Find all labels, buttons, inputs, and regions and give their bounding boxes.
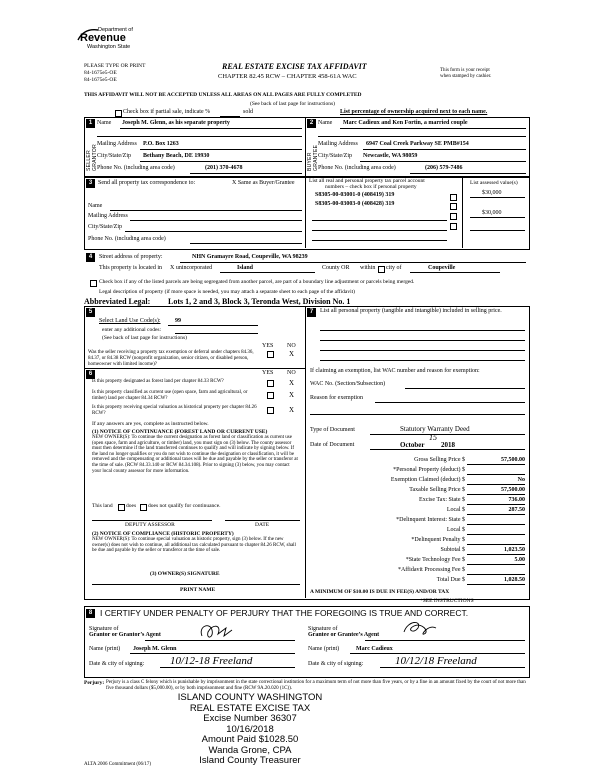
grantee-signature — [400, 618, 440, 640]
grantor-signature — [196, 620, 236, 642]
total-value-taxable: 57,500.00 — [501, 487, 525, 493]
buyer-city-label: City/State/Zip — [318, 153, 352, 159]
grantee-sig-label-2: Grantee or Grantee’s Agent — [308, 632, 380, 638]
exemption-question: Was the seller receiving a property tax exemption or deferral under chapters 84.36, 84.37, or 84.38 RCW (nonprofit organization, senior citizen, or disabled person, homeowner with limited income)? — [88, 350, 254, 367]
total-label-penalty: *Delinquent Penalty $ — [411, 537, 465, 543]
exemption-no-answer[interactable]: X — [289, 350, 295, 358]
dept-line1: Department of — [98, 27, 133, 33]
historic-question: Is this property receiving special valuation as historical property per chapter 84.26 RCW? — [92, 405, 257, 416]
document-type: Statutory Warranty Deed — [400, 425, 470, 433]
assessor-date-label: DATE — [255, 522, 270, 528]
historic-no-answer[interactable]: X — [289, 406, 295, 414]
sec3-city-label: City/State/Zip — [88, 224, 122, 230]
claim-exemption-label: If claiming an exemption, list WAC number and reason for exemption: — [310, 368, 480, 374]
parcel-header-1: List all real and personal property tax parcel account — [309, 178, 425, 184]
located-unincorporated: X unincorporated — [170, 265, 213, 271]
seller-mail: P.O. Box 1263 — [143, 141, 179, 147]
assessed-value-1: $30,000 — [482, 190, 502, 196]
seller-city-label: City/State/Zip — [97, 153, 131, 159]
personal-property-note: List all personal property (tangible and intangible) included in selling price. — [320, 308, 502, 314]
street-address: NHN Gramayre Road, Coupeville, WA 98239 — [192, 254, 308, 260]
dept-line3: Washington State — [87, 44, 131, 50]
seller-name: Joseph M. Glenn, as his separate property — [122, 120, 230, 126]
grantee-sig-label-1: Signature of — [308, 626, 338, 632]
stamp-line-3: Excise Number 36307 — [203, 713, 297, 724]
grantee-date-label: Date & city of signing: — [308, 661, 364, 667]
form-code-1: 84-1675e5-OE — [84, 70, 117, 76]
city-of-label: city of — [386, 265, 402, 271]
grantee-name-label: Name (print) — [308, 646, 340, 652]
list-percentage-note: List percentage of ownership acquired next to each name. — [340, 109, 488, 115]
document-date-month: October — [400, 441, 425, 449]
print-name-label: PRINT NAME — [180, 587, 216, 593]
section-1-number: 1 — [86, 119, 95, 128]
notice-continuance-body: NEW OWNER(S): To continue the current designation as forest land or classification as current use (open space, farm and agriculture, or timber) land, you must sign on (3) below. The county assessor must then determine if the land transferred continues to qualify and will indicate by signing below. If the land no longer qualifies or you do not wish to continue the designation or classification, it will be removed and the compensating or additional taxes will be due and payable by the seller or transferor at the time of sale. (RCW 84.33.140 or RCW 84.34.108). Prior to signing (3) below, you may contact your local county assessor for more information. — [92, 435, 298, 474]
buyer-mail: 6947 Coal Creek Parkway SE PMB#154 — [366, 141, 469, 147]
document-date-year: 2018 — [441, 441, 455, 449]
buyer-phone: (206) 579-7486 — [425, 165, 463, 171]
does-not-label: does not qualify for continuance. — [148, 503, 221, 509]
form-code-2: 84-1675e5-OE — [84, 77, 117, 83]
total-value-local-tax: 287.50 — [508, 507, 525, 513]
current-use-question: Is this property classified as current use (open space, farm and agricultural, or timber) land per chapter 84.34 RCW? — [92, 390, 248, 401]
land-use-label: Select Land Use Code(s): — [99, 318, 161, 324]
total-label-subtotal: Subtotal $ — [440, 547, 465, 553]
seller-phone: (201) 370-4678 — [205, 165, 243, 171]
sold-label: sold — [243, 109, 254, 115]
seller-name-label: Name — [97, 120, 112, 126]
total-label-local-tax: Local $ — [446, 507, 465, 513]
total-label-tech-fee: *State Technology Fee $ — [405, 557, 465, 563]
total-value-exemption: No — [517, 477, 525, 483]
certify-statement: I CERTIFY UNDER PENALTY OF PERJURY THAT THE FOREGOING IS TRUE AND CORRECT. — [100, 608, 469, 618]
total-label-personal: *Personal Property (deduct) $ — [393, 467, 465, 473]
grantee-date-city: 10/12/18 Freeland — [395, 655, 477, 667]
sec3-phone-label: Phone No. (including area code) — [88, 236, 166, 242]
does-not-qualify-checkbox[interactable] — [140, 504, 147, 511]
total-value-total-due: 1,028.50 — [504, 577, 525, 583]
grantor-name-label: Name (print) — [89, 646, 121, 652]
does-qualify-checkbox[interactable] — [118, 504, 125, 511]
buyer-mail-label: Mailing Address — [318, 141, 358, 147]
grantor-sig-label-1: Signature of — [89, 626, 119, 632]
county-or-label: County OR — [322, 265, 350, 271]
seller-side-label: SELLER GRANTOR — [86, 143, 98, 171]
street-address-label: Street address of property: — [99, 254, 163, 260]
please-type: PLEASE TYPE OR PRINT — [84, 63, 146, 69]
wac-number-label: WAC No. (Section/Subsection) — [310, 381, 386, 387]
parcel-number-2: S8305-00-03003-0 (408428) 319 — [315, 201, 395, 207]
total-value-gross: 57,500.00 — [501, 457, 525, 463]
not-accepted-warning: THIS AFFIDAVIT WILL NOT BE ACCEPTED UNLESS ALL AREAS ON ALL PAGES ARE FULLY COMPLETED — [84, 92, 362, 98]
minimum-due-note: A MINIMUM OF $10.00 IS DUE IN FEE(S) AND/OR TAX — [310, 589, 450, 595]
treasurer-stamp — [150, 693, 350, 767]
stamp-line-1: ISLAND COUNTY WASHINGTON — [177, 692, 323, 703]
total-value-subtotal: 1,023.50 — [504, 547, 525, 553]
stamp-line-4: 10/16/2018 — [226, 723, 274, 735]
total-label-gross: Gross Selling Price $ — [414, 457, 465, 463]
grantor-sig-label-2: Grantor or Grantor’s Agent — [89, 632, 161, 638]
buyer-city: Newcastle, WA 98059 — [363, 153, 418, 159]
within-label: within — [360, 265, 376, 271]
abbreviated-legal: Lots 1, 2 and 3, Block 3, Teronda West, Division No. 1 — [168, 297, 351, 306]
buyer-name: Marc Cadieux and Ken Fortin, a married couple — [343, 120, 468, 126]
see-back-instructions: (See back of last page for instructions) — [250, 101, 335, 107]
located-label: This property is located in — [99, 265, 162, 271]
owner-signature-label: (3) OWNER(S) SIGNATURE — [150, 571, 220, 577]
sec6-yes-header: YES — [262, 370, 274, 376]
section-3-number: 3 — [86, 179, 95, 188]
stamp-line-6: Wanda Grone, CPA — [208, 744, 292, 756]
parcel-4-personal-checkbox[interactable] — [450, 223, 457, 230]
dept-line2: Revenue — [80, 32, 126, 44]
section-2-number: 2 — [307, 119, 316, 128]
sec5-see-back: (See back of last page for instructions) — [102, 335, 187, 341]
segregated-checkbox[interactable] — [90, 280, 97, 287]
same-as-buyer: X Same as Buyer/Grantee — [232, 180, 295, 186]
stamp-line-7: Island County Treasurer — [199, 755, 301, 766]
perjury-text: Perjury is a class C felony which is punishable by imprisonment in the state correctional institution for a maximum term of not more than five years, or by a fine in an amount fixed by the court of not more than five thousand dollars ($5,000.00), or by both imprisonment and fine (RCW 9A.20.020 (1C)). — [106, 680, 526, 691]
parcel-1-personal-checkbox[interactable] — [450, 194, 457, 201]
seller-mail-label: Mailing Address — [97, 141, 137, 147]
form-title: REAL ESTATE EXCISE TAX AFFIDAVIT — [222, 62, 367, 71]
parcel-2-personal-checkbox[interactable] — [450, 203, 457, 210]
stamp-line-2: REAL ESTATE EXCISE TAX — [189, 702, 311, 714]
perjury-label: Perjury: — [84, 680, 105, 686]
this-land-label: This land — [92, 503, 113, 509]
total-label-exemption: Exemption Claimed (deduct) $ — [390, 477, 465, 483]
grantor-date-label: Date & city of signing: — [89, 661, 145, 667]
city-name: Coupeville — [428, 265, 456, 271]
assessed-header: List assessed value(s) — [470, 180, 518, 186]
send-correspondence-label: Send all property tax correspondence to: — [98, 180, 196, 186]
seller-phone-label: Phone No. (including area code) — [97, 165, 175, 171]
assessed-value-2: $30,000 — [482, 210, 502, 216]
total-label-total-due: Total Due $ — [436, 577, 465, 583]
sec5-no-header: NO — [287, 343, 296, 349]
sec3-name-label: Name — [88, 203, 103, 209]
parcel-3-personal-checkbox[interactable] — [450, 213, 457, 220]
partial-sale-checkbox[interactable] — [115, 110, 122, 117]
forest-land-question: Is this property designated as forest land per chapter 84.33 RCW? — [92, 379, 224, 384]
receipt-note-1: This form is your receipt — [440, 68, 490, 73]
total-value-state-tax: 736.00 — [508, 497, 525, 503]
form-chapter: CHAPTER 82.45 RCW – CHAPTER 458-61A WAC — [218, 73, 357, 80]
current-use-yes-checkbox[interactable] — [267, 392, 274, 399]
footer-code: ALTA 2006 Commitment (06/17) — [84, 762, 152, 767]
notice-compliance-body: NEW OWNER(S): To continue special valuation as historic property, sign (3) below. If the new owner(s) does not wish to continue, all additional tax calculated pursuant to chapter 84.26 RCW, shall be due and payable by the seller or transferor at the time of sale. — [92, 537, 296, 554]
if-yes-note: If any answers are yes, complete as instructed below. — [92, 421, 209, 427]
sec5-yes-header: YES — [262, 343, 274, 349]
total-label-taxable: Taxable Selling Price $ — [409, 487, 465, 493]
section-7-number: 7 — [307, 308, 316, 317]
exemption-reason-label: Reason for exemption — [310, 395, 363, 401]
seller-city: Bethany Beach, DE 19930 — [143, 153, 210, 159]
abbreviated-legal-label: Abbreviated Legal: — [84, 297, 151, 306]
county-name: Island — [237, 265, 254, 271]
forest-yes-checkbox[interactable] — [267, 380, 274, 387]
does-label: does — [126, 503, 137, 509]
legal-description-note: Legal description of property (if more space is needed, you may attach a separate sheet to each page of the affidavit) — [99, 289, 355, 295]
exemption-yes-checkbox[interactable] — [267, 351, 274, 358]
section-8-number: 8 — [86, 609, 95, 618]
notice-continuance-head: (1) NOTICE OF CONTINUANCE (FOREST LAND OR CURRENT USE) — [92, 429, 268, 435]
notice-compliance-head: (2) NOTICE OF COMPLIANCE (HISTORIC PROPERTY) — [92, 531, 234, 537]
buyer-side-label: BUYER GRANTEE — [307, 144, 319, 171]
current-use-no-answer[interactable]: X — [289, 391, 295, 399]
total-label-processing-fee: *Affidavit Processing Fee $ — [397, 567, 465, 573]
parcel-header-2: numbers – check box if personal property — [325, 184, 417, 190]
section-6-number: 6 — [86, 370, 95, 379]
additional-codes-label: enter any additional codes: — [102, 327, 162, 333]
receipt-note-2: when stamped by cashier. — [440, 74, 492, 79]
section-4-number: 4 — [86, 253, 95, 262]
sec6-no-header: NO — [287, 370, 296, 376]
parcel-number-1: S8305-00-03001-0 (408419) 319 — [315, 192, 395, 198]
document-date-day: 15 — [429, 433, 437, 442]
historic-yes-checkbox[interactable] — [267, 407, 274, 414]
sec3-mail-label: Mailing Address — [88, 213, 128, 219]
segregated-label: Check box if any of the listed parcels are being segregated from another parcel, are part of a boundary line adjustment or parcels being merged. — [99, 279, 415, 285]
total-label-interest-local: Local $ — [446, 527, 465, 533]
total-value-tech-fee: 5.00 — [514, 557, 525, 563]
forest-no-answer[interactable]: X — [289, 379, 295, 387]
stamp-line-5: Amount Paid $1028.50 — [201, 734, 299, 745]
total-label-interest-state: *Delinquent Interest: State $ — [396, 517, 465, 523]
deputy-assessor-label: DEPUTY ASSESSOR — [125, 522, 175, 528]
grantee-name: Marc Cadieux — [356, 646, 393, 652]
within-city-checkbox[interactable] — [378, 266, 385, 273]
partial-sale-label: Check box if partial sale, indicate % — [123, 109, 211, 115]
see-instructions-note: *SEE INSTRUCTIONS — [420, 598, 474, 604]
buyer-name-label: Name — [318, 120, 333, 126]
grantor-name: Joseph M. Glenn — [133, 646, 177, 652]
document-type-label: Type of Document — [310, 427, 355, 433]
document-date-label: Date of Document — [310, 442, 355, 448]
grantor-date-city: 10/12-18 Freeland — [170, 655, 253, 667]
buyer-phone-label: Phone No. (including area code) — [318, 165, 396, 171]
section-5-number: 5 — [86, 308, 95, 317]
land-use-code: 99 — [175, 318, 181, 324]
total-label-state-tax: Excise Tax: State $ — [419, 497, 465, 503]
